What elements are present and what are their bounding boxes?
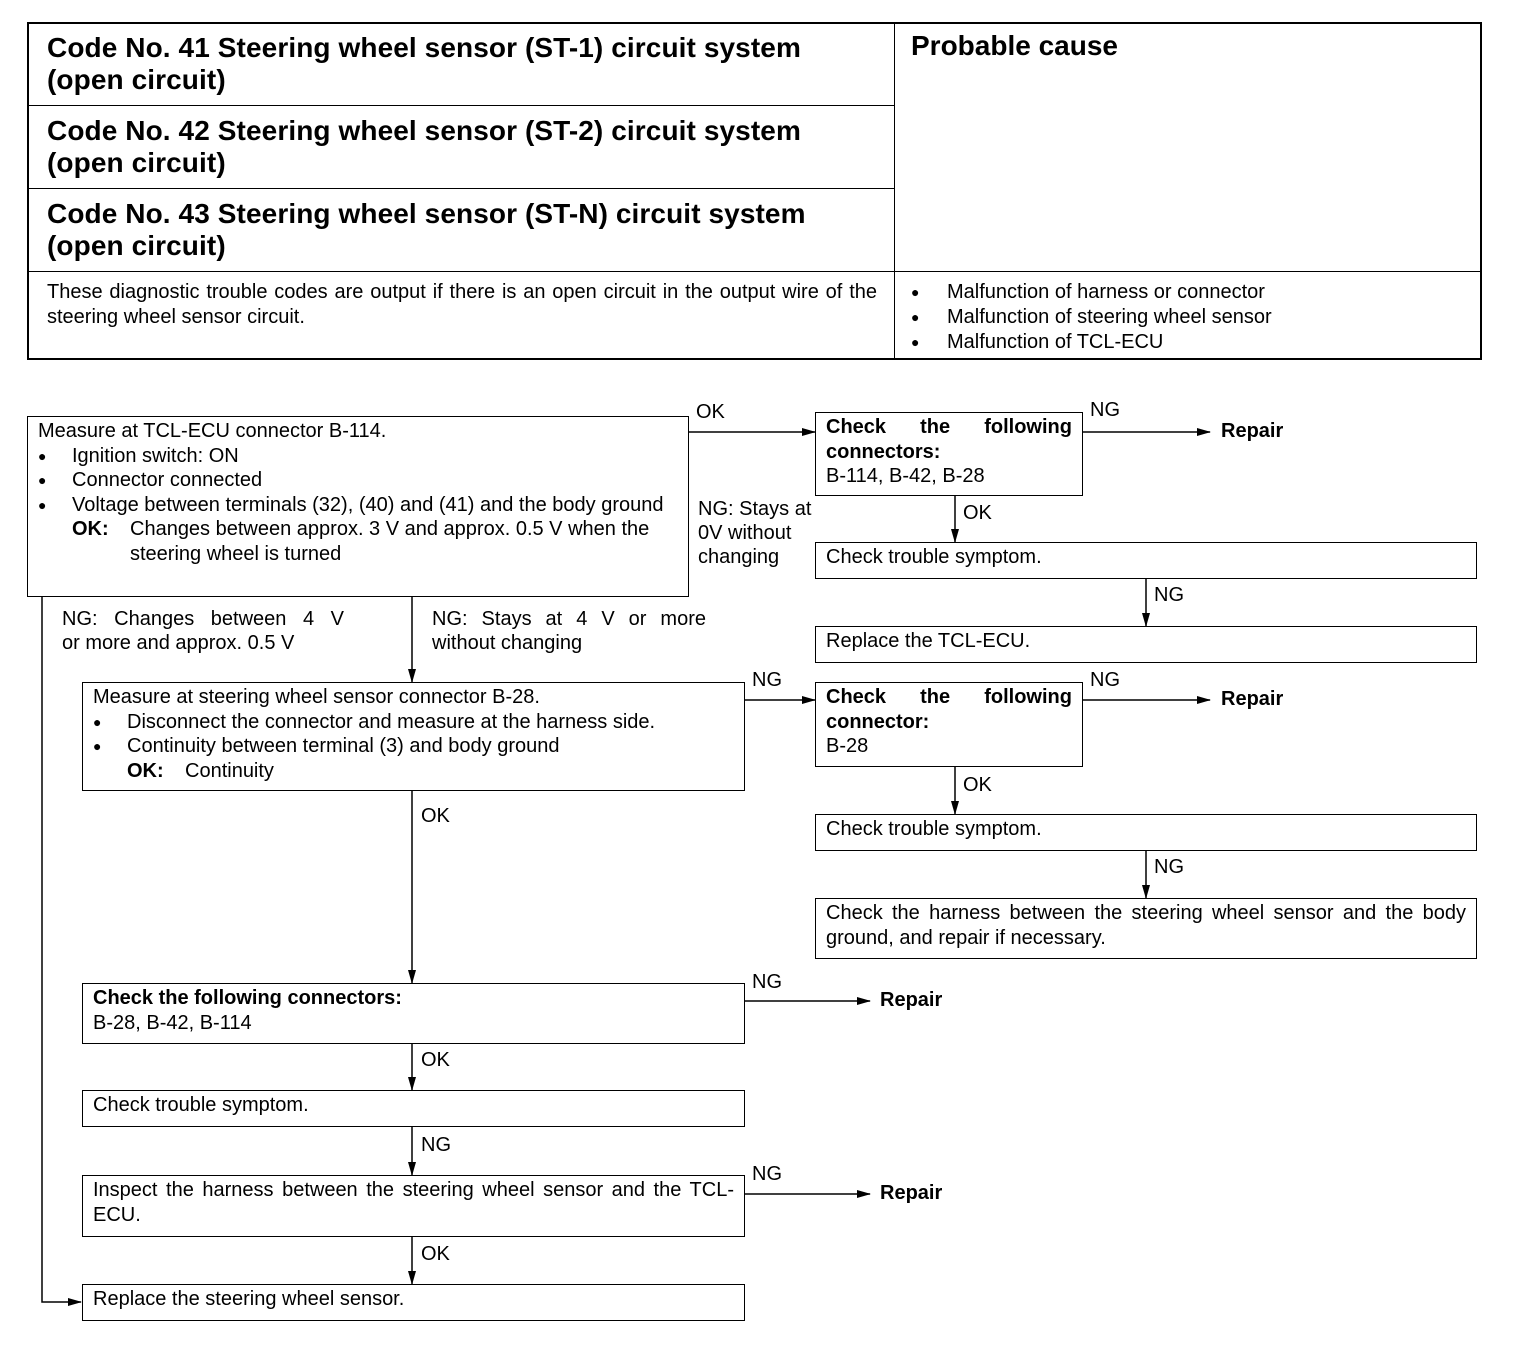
r2-title-line2: connector: bbox=[826, 710, 930, 733]
step4-ng-label: NG bbox=[421, 1134, 451, 1156]
r1-check-connectors-box bbox=[815, 412, 1083, 496]
step2-title: Measure at steering wheel sensor connector B-28. bbox=[93, 686, 540, 708]
label-line: NG: Stays at 4 V or more bbox=[432, 608, 706, 630]
ok-text: Continuity bbox=[185, 759, 274, 782]
label-line: NG: Stays at bbox=[698, 498, 812, 520]
condition-item: ● Disconnect the connector and measure at the harness side. bbox=[93, 710, 734, 735]
step1-conditions bbox=[38, 444, 678, 518]
box-text: Inspect the harness between the steering wheel sensor and the TCL-ECU. bbox=[93, 1179, 734, 1226]
r2-ok-label: OK bbox=[963, 774, 992, 796]
step5-inspect-harness-box bbox=[82, 1175, 745, 1237]
title-word: Check bbox=[826, 416, 887, 438]
r1-repair-label: Repair bbox=[1221, 420, 1284, 442]
step6-replace-sensor-box bbox=[82, 1284, 745, 1321]
r2-check-symptom-box bbox=[815, 814, 1477, 851]
step3-repair-label: Repair bbox=[880, 989, 943, 1011]
step5-repair-label: Repair bbox=[880, 1182, 943, 1204]
step1-ok-label: OK bbox=[696, 401, 725, 423]
step1-ng-0v-label bbox=[698, 497, 811, 569]
step1-ng-4v-label bbox=[432, 607, 706, 655]
box-text: Check the harness between the steering wheel sensor and the body ground, and repair if necessary. bbox=[826, 902, 1466, 949]
step3-title: Check the following connectors: bbox=[93, 987, 402, 1009]
step4-check-symptom-box bbox=[82, 1090, 745, 1127]
step1-ok-criteria bbox=[38, 517, 678, 566]
label-line: without changing bbox=[432, 632, 583, 654]
step5-ok-label: OK bbox=[421, 1243, 450, 1265]
r1-title bbox=[826, 415, 1072, 440]
step5-ng-label: NG bbox=[752, 1163, 782, 1185]
ok-label: OK: bbox=[72, 518, 109, 540]
step1-measure-tcl-ecu-box bbox=[27, 416, 689, 597]
title-word: the bbox=[920, 686, 951, 708]
label-line: NG: Changes between 4 V bbox=[62, 608, 344, 630]
dtc-description: These diagnostic trouble codes are output if there is an open circuit in the output wire of the steering wheel sensor circuit. bbox=[47, 281, 877, 328]
r1-replace-ecu-box bbox=[815, 626, 1477, 663]
code-title-line: (open circuit) bbox=[47, 64, 226, 95]
r1-ng-label: NG bbox=[1090, 399, 1120, 421]
r2-check-harness-box bbox=[815, 898, 1477, 959]
step2-conditions bbox=[93, 710, 734, 759]
title-word: the bbox=[920, 416, 951, 438]
cause-item: ● Malfunction of TCL-ECU bbox=[911, 330, 1272, 355]
condition-item: ● Connector connected bbox=[38, 468, 678, 493]
r2-repair-label: Repair bbox=[1221, 688, 1284, 710]
code-title-line: Code No. 41 Steering wheel sensor (ST-1) circuit system bbox=[47, 32, 801, 63]
code-title-line: Code No. 43 Steering wheel sensor (ST-N) circuit system bbox=[47, 198, 806, 229]
r2-check-connector-box bbox=[815, 682, 1083, 767]
label-line: changing bbox=[698, 546, 780, 568]
step1-ng-changes-label bbox=[62, 607, 344, 655]
code-title-line: Code No. 42 Steering wheel sensor (ST-2) circuit system bbox=[47, 115, 801, 146]
condition-item: ● Ignition switch: ON bbox=[38, 444, 678, 469]
ok-text: Changes between approx. 3 V and approx. 0.5 V when the steering wheel is turned bbox=[130, 518, 650, 565]
r2-title bbox=[826, 685, 1072, 710]
step2-ng-label: NG bbox=[752, 669, 782, 691]
condition-item: ● Voltage between terminals (32), (40) and (41) and the body ground bbox=[38, 493, 678, 518]
box-text: Check trouble symptom. bbox=[826, 818, 1042, 840]
title-word: following bbox=[984, 416, 1072, 438]
r1-ok-label: OK bbox=[963, 502, 992, 524]
step3-ok-label: OK bbox=[421, 1049, 450, 1071]
ok-label: OK: bbox=[127, 759, 164, 782]
r1-symptom-ng-label: NG bbox=[1154, 584, 1184, 606]
step2-measure-sensor-box bbox=[82, 682, 745, 791]
box-text: Replace the TCL-ECU. bbox=[826, 630, 1031, 652]
label-line: 0V without bbox=[698, 522, 792, 544]
box-text: Replace the steering wheel sensor. bbox=[93, 1288, 405, 1310]
cause-item: ● Malfunction of steering wheel sensor bbox=[911, 305, 1272, 330]
label-line: or more and approx. 0.5 V bbox=[62, 632, 295, 654]
r2-ng-label: NG bbox=[1090, 669, 1120, 691]
cause-item: ● Malfunction of harness or connector bbox=[911, 280, 1272, 305]
probable-cause-heading: Probable cause bbox=[911, 30, 1118, 61]
condition-item: ● Continuity between terminal (3) and body ground bbox=[93, 734, 734, 759]
title-word: Check bbox=[826, 686, 887, 708]
code-title-line: (open circuit) bbox=[47, 147, 226, 178]
r2-connector-list: B-28 bbox=[826, 735, 869, 757]
step3-ng-label: NG bbox=[752, 971, 782, 993]
step1-title: Measure at TCL-ECU connector B-114. bbox=[38, 420, 387, 442]
r1-check-symptom-box bbox=[815, 542, 1477, 579]
r2-symptom-ng-label: NG bbox=[1154, 856, 1184, 878]
r1-title-line2: connectors: bbox=[826, 440, 941, 463]
code-title-line: (open circuit) bbox=[47, 230, 226, 261]
box-text: Check trouble symptom. bbox=[93, 1094, 309, 1116]
step3-check-connectors-box bbox=[82, 983, 745, 1044]
step3-connector-list: B-28, B-42, B-114 bbox=[93, 1011, 252, 1034]
box-text: Check trouble symptom. bbox=[826, 546, 1042, 568]
r1-connector-list: B-114, B-42, B-28 bbox=[826, 465, 985, 487]
step2-ok-criteria bbox=[93, 759, 734, 784]
step2-ok-label: OK bbox=[421, 805, 450, 827]
title-word: following bbox=[984, 686, 1072, 708]
